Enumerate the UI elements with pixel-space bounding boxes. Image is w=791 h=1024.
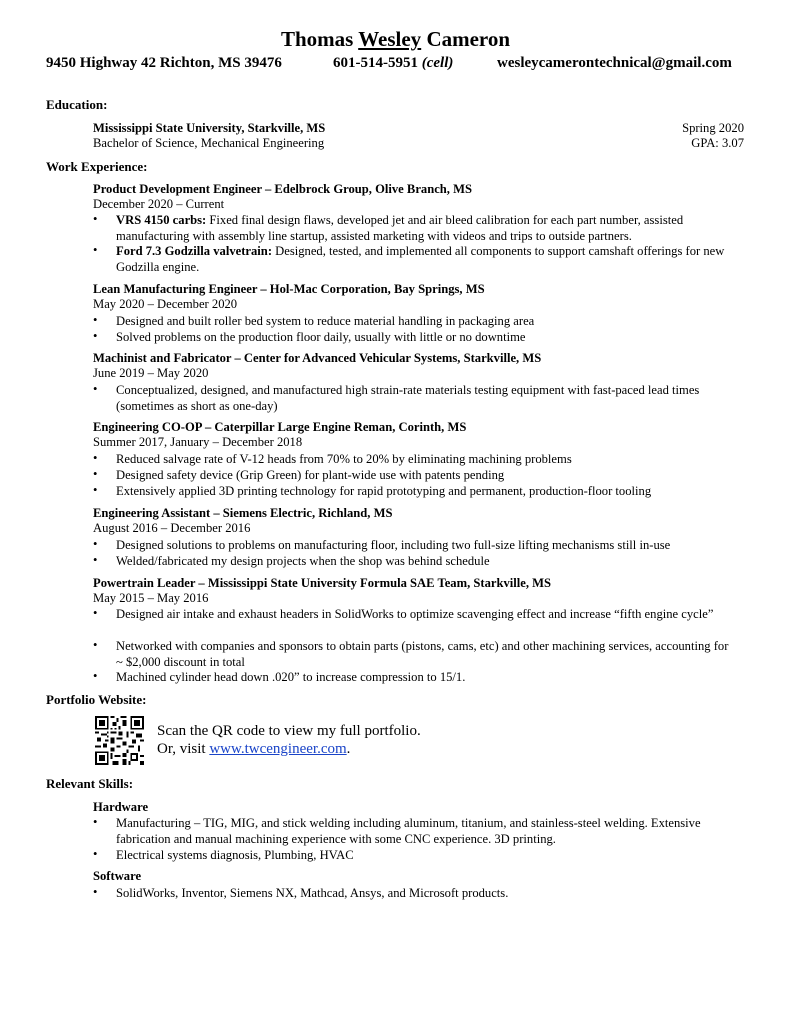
resume-name [0,27,791,52]
job-title: Powertrain Leader – Mississippi State University Formula SAE Team, Starkville, MS [93,576,552,590]
job-bullet: Extensively applied 3D printing technology for rapid prototyping and permanent, production-floor tooling [116,484,652,498]
bullet-icon: • [93,329,98,343]
address: 9450 Highway 42 Richton, MS 39476 [46,55,282,71]
job-bullet: Reduced salvage rate of V-12 heads from 70% to 20% by eliminating machining problems [116,452,572,466]
bullet-icon: • [93,537,98,551]
name-first: Thomas [280,27,354,51]
bullet-icon: • [93,638,98,652]
qr-code-icon[interactable] [95,716,144,765]
software-heading: Software [93,869,142,883]
job-bullet: Designed and built roller bed system to reduce material handling in packaging area [116,314,535,328]
job-bullet: Designed safety device (Grip Green) for plant-wide use with patents pending [116,468,505,482]
bullet-icon: • [93,451,98,465]
bullet-icon: • [93,483,98,497]
bullet-icon: • [93,669,98,683]
education-degree: Bachelor of Science, Mechanical Engineering [93,136,325,150]
phone-note: (cell) [421,55,454,71]
job-bullet: Designed solutions to problems on manufacturing floor, including two full-size lifting mechanisms still in-use [116,538,671,552]
job-title: Engineering CO-OP – Caterpillar Large Engine Reman, Corinth, MS [93,420,467,434]
bullet-icon: • [93,382,98,396]
bullet-icon: • [93,212,98,226]
job-bullet: Machined cylinder head down .020” to increase compression to 15/1. [116,670,466,684]
job-title: Machinist and Fabricator – Center for Advanced Vehicular Systems, Starkville, MS [93,351,542,365]
job-bullet: VRS 4150 carbs: Fixed final design flaws, developed jet and air bleed calibration for each part number, assisted manufacturing with assembly line startup, assisted marketing with videos and trips to outside partners. [116,213,684,243]
bullet-icon: • [93,553,98,567]
bullet-icon: • [93,467,98,481]
skill-bullet: Manufacturing – TIG, MIG, and stick welding including aluminum, titanium, and stainless-steel welding. Extensive fabrication and manual machining experience with some CNC experience. 3D printing. [116,816,701,846]
job-dates: December 2020 – Current [93,197,225,211]
work-heading: Work Experience: [46,159,148,174]
portfolio-heading: Portfolio Website: [46,692,147,707]
job-title: Lean Manufacturing Engineer – Hol-Mac Corporation, Bay Springs, MS [93,282,485,296]
education-heading: Education: [46,97,108,112]
education-school: Mississippi State University, Starkville, MS [93,121,326,135]
hardware-heading: Hardware [93,800,149,814]
job-bullet: Welded/fabricated my design projects when the shop was behind schedule [116,554,490,568]
name-middle: Wesley [358,27,422,51]
job-dates: Summer 2017, January – December 2018 [93,435,303,449]
skill-bullet: Electrical systems diagnosis, Plumbing, HVAC [116,848,354,862]
portfolio-line1: Scan the QR code to view my full portfolio. [157,723,421,739]
skills-heading: Relevant Skills: [46,776,134,791]
job-bullet: Conceptualized, designed, and manufactured high strain-rate materials testing equipment with fast-paced lead times (sometimes as short as one-day) [116,383,700,413]
job-bullet: Solved problems on the production floor daily, usually with little or no downtime [116,330,526,344]
job-dates: August 2016 – December 2016 [93,521,251,535]
job-dates: May 2015 – May 2016 [93,591,209,605]
bullet-icon: • [93,606,98,620]
bullet-icon: • [93,313,98,327]
portfolio-link[interactable]: www.twcengineer.com [209,741,347,757]
name-last: Cameron [426,27,511,51]
job-dates: June 2019 – May 2020 [93,366,209,380]
bullet-icon: • [93,847,98,861]
job-bullet: Ford 7.3 Godzilla valvetrain: Designed, tested, and implemented all components to support camshaft offerings for new Godzilla engine. [116,244,725,274]
job-bullet: Networked with companies and sponsors to obtain parts (pistons, cams, etc) and other machining services, accounting for ~ $2,000 discount in total [116,639,729,669]
job-title: Engineering Assistant – Siemens Electric, Richland, MS [93,506,393,520]
skill-bullet: SolidWorks, Inventor, Siemens NX, Mathcad, Ansys, and Microsoft products. [116,886,509,900]
education-gpa: GPA: 3.07 [691,136,744,150]
job-bullet: Designed air intake and exhaust headers in SolidWorks to optimize scavenging effect and increase “fifth engine cycle” [116,607,714,621]
phone-number: 601-514-5951 [333,55,418,71]
bullet-icon: • [93,243,98,257]
education-term: Spring 2020 [682,121,744,135]
email[interactable]: wesleycamerontechnical@gmail.com [497,55,732,71]
portfolio-line2: Or, visit www.twcengineer.com. [157,741,351,757]
bullet-icon: • [93,885,98,899]
bullet-icon: • [93,815,98,829]
phone [333,55,453,72]
job-title: Product Development Engineer – Edelbrock Group, Olive Branch, MS [93,182,472,196]
job-dates: May 2020 – December 2020 [93,297,238,311]
